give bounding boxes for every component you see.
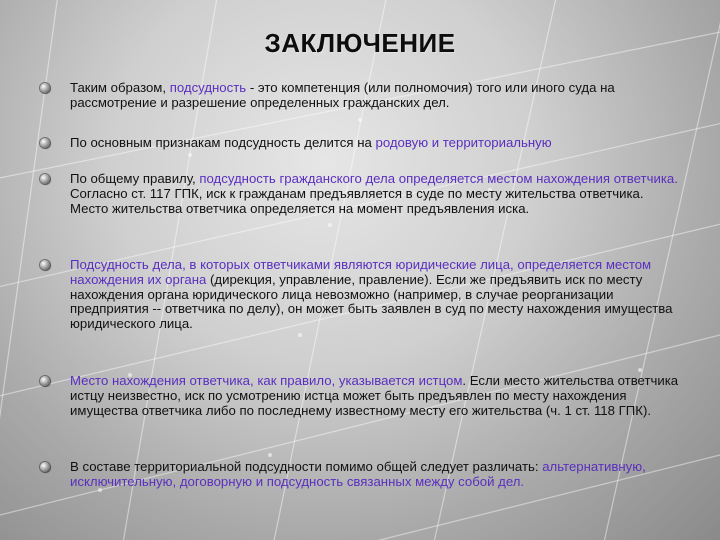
bullet-item bbox=[70, 81, 682, 111]
bullet-item bbox=[70, 374, 682, 418]
bullet-item bbox=[70, 258, 682, 332]
highlighted-text: Место нахождения ответчика, как правило, указывается истцом bbox=[70, 373, 463, 388]
text-segment: - это компетенция (или полномочия) того или иного суда на рассмотрение и разрешение определенных гражданских дел. bbox=[70, 80, 615, 110]
sphere-bullet-icon bbox=[40, 462, 50, 472]
text-segment: Таким образом, bbox=[70, 80, 170, 95]
sphere-bullet-icon bbox=[40, 376, 50, 386]
bullet-text bbox=[70, 460, 682, 490]
highlighted-text: альтернативную, исключительную, договорную и подсудность связанных между собой дел. bbox=[70, 459, 646, 489]
bullet-text bbox=[70, 136, 682, 151]
bullet-text bbox=[70, 374, 682, 418]
text-segment: (дирекция, управление, правление). Если же предъявить иск по месту нахождения органа юридического лица невозможно (например, в случае реорганизации предприятия -- ответчика по делу), он может быть заявлен в суд по месту нахождения имущества юридического лица. bbox=[70, 271, 673, 332]
slide-title: ЗАКЛЮЧЕНИЕ bbox=[264, 28, 456, 58]
text-segment: По основным признакам подсудность делится на bbox=[70, 135, 376, 150]
bullet-text bbox=[70, 172, 682, 216]
sphere-bullet-icon bbox=[40, 260, 50, 270]
text-segment: Согласно ст. 117 ГПК, иск к гражданам предъявляется в суде по месту жительства ответчика. Место жительства ответчика определяется на момент предъявления иска. bbox=[70, 185, 644, 216]
sphere-bullet-icon bbox=[40, 138, 50, 148]
highlighted-text: подсудность гражданского дела определяется местом нахождения ответчика. bbox=[199, 171, 678, 186]
bullet-item bbox=[70, 172, 682, 216]
text-segment: По общему правилу, bbox=[70, 171, 200, 186]
text-segment: . Если место жительства ответчика истцу неизвестно, иск по усмотрению истца может быть предъявлен по месту нахождения имущества ответчика либо по последнему известному месту его жительства (ч. 1 ст. 118 ГПК). bbox=[70, 373, 679, 418]
bullet-text bbox=[70, 81, 682, 111]
bullet-item bbox=[70, 460, 682, 490]
highlighted-text: подсудность bbox=[169, 80, 247, 95]
highlighted-text: родовую и территориальную bbox=[375, 135, 552, 150]
text-segment: В составе территориальной подсудности помимо общей следует различать: bbox=[70, 459, 543, 474]
sphere-bullet-icon bbox=[40, 174, 50, 184]
bullet-text bbox=[70, 258, 682, 332]
highlighted-text: Подсудность дела, в которых ответчиками являются юридические лица, определяется местом нахождения их органа bbox=[70, 257, 652, 287]
sphere-bullet-icon bbox=[40, 83, 50, 93]
bullet-item bbox=[70, 136, 682, 151]
